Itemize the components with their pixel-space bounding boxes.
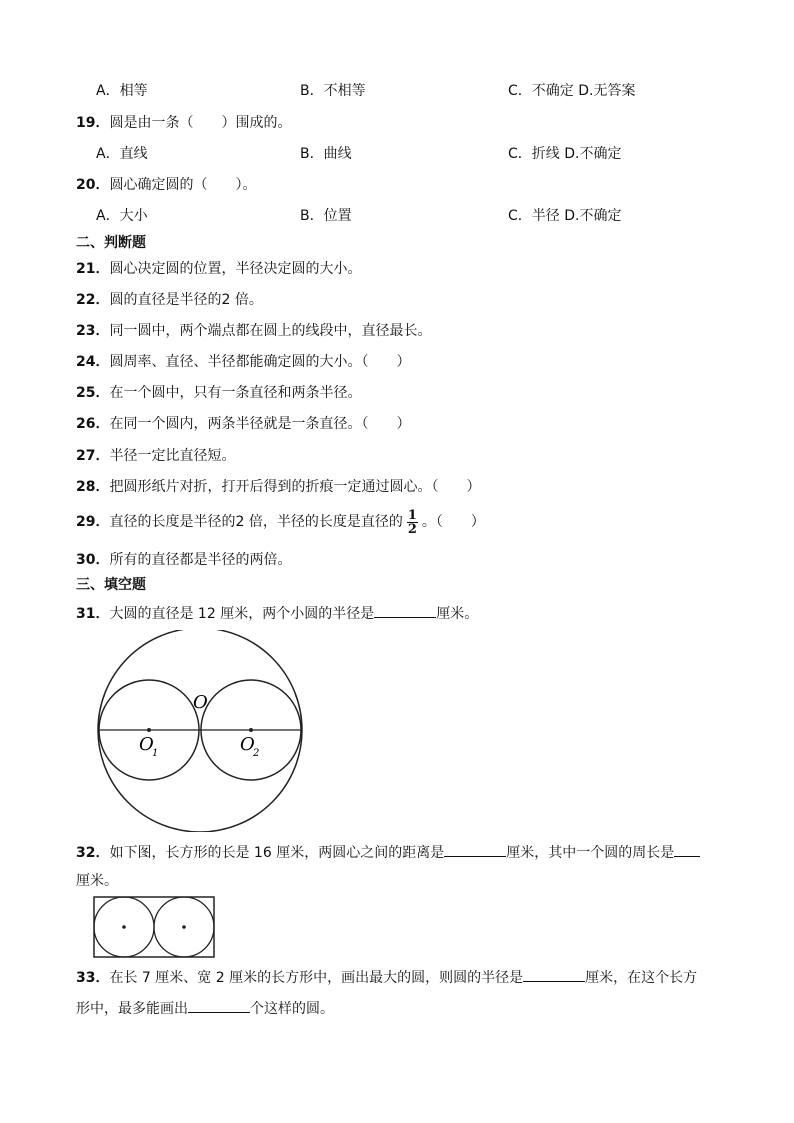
question-33 <box>76 966 697 988</box>
question-text: 直径的长度是半径的2 倍，半径的长度是直径的 <box>109 514 403 530</box>
question-text: 在一个圆中，只有一条直径和两条半径。 <box>109 385 362 401</box>
question-number: 27． <box>76 448 110 464</box>
q19-option-b: B．曲线 <box>300 146 352 162</box>
question-text: 在长 7 厘米、宽 2 厘米的长方形中，画出最大的圆，则圆的半径是 <box>109 970 524 986</box>
question-text: 形中，最多能画出 <box>76 1001 188 1017</box>
fraction-numerator: 1 <box>407 507 417 523</box>
section-heading-judge: 二、判断题 <box>76 235 146 251</box>
answer-blank-distance[interactable] <box>444 841 506 857</box>
question-number: 23． <box>76 323 110 339</box>
answer-blank-circumference[interactable] <box>674 841 700 857</box>
question-stem: 圆是由一条（ ）围成的。 <box>109 115 292 131</box>
question-number: 20． <box>76 177 110 193</box>
question-text: 如下图，长方形的长是 16 厘米，两圆心之间的距离是 <box>109 845 445 861</box>
question-text-tail: 。（ ） <box>421 514 485 530</box>
label-o1-subscript: 1 <box>152 748 159 759</box>
question-text-middle: 厘米，其中一个圆的周长是 <box>506 845 675 861</box>
center-dot-o2 <box>249 728 253 732</box>
section-heading-fill: 三、填空题 <box>76 577 146 593</box>
question-19 <box>76 113 291 133</box>
label-o: O <box>193 692 208 713</box>
answer-blank[interactable] <box>374 602 436 618</box>
question-text: 大圆的直径是 12 厘米，两个小圆的半径是 <box>109 606 375 622</box>
label-o2: O <box>240 734 255 755</box>
q19-option-a: A．直线 <box>96 146 148 162</box>
question-20 <box>76 175 256 195</box>
question-text-tail: 厘米。 <box>436 606 479 622</box>
question-text: 在同一个圆内，两条半径就是一条直径。（ ） <box>109 416 411 432</box>
question-33-continued <box>76 997 334 1019</box>
answer-blank-radius[interactable] <box>523 966 585 982</box>
question-text: 圆的直径是半径的2 倍。 <box>109 292 263 308</box>
label-o2-subscript: 2 <box>253 748 260 759</box>
center-dot-right <box>182 925 186 929</box>
question-number: 31． <box>76 606 110 622</box>
large-circle <box>98 630 302 832</box>
label-o1: O <box>139 734 154 755</box>
question-text-tail: 个这样的圆。 <box>250 1001 334 1017</box>
question-25 <box>76 383 361 403</box>
question-number: 30． <box>76 552 110 568</box>
question-number: 32． <box>76 845 110 861</box>
q20-option-c: C．半径 D.不确定 <box>508 208 622 224</box>
question-31 <box>76 602 478 624</box>
question-32-continued: 厘米。 <box>76 873 118 889</box>
question-number: 26． <box>76 416 110 432</box>
q18-option-a: A．相等 <box>96 83 148 99</box>
q19-option-c: C．折线 D.不确定 <box>508 146 622 162</box>
q32-rectangle-figure <box>93 896 217 958</box>
fraction-one-half <box>407 509 418 536</box>
question-text-middle: 厘米，在这个长方 <box>585 970 698 986</box>
question-number: 25． <box>76 385 110 401</box>
question-stem: 圆心确定圆的（ ）。 <box>109 177 257 193</box>
question-number: 19． <box>76 115 110 131</box>
question-number: 28． <box>76 479 110 495</box>
q18-option-c: C．不确定 D.无答案 <box>508 83 636 99</box>
question-24 <box>76 352 410 372</box>
question-text: 所有的直径都是半径的两倍。 <box>109 552 292 568</box>
question-text: 半径一定比直径短。 <box>109 448 236 464</box>
question-number: 24． <box>76 354 110 370</box>
question-30 <box>76 550 291 570</box>
question-text: 同一圆中，两个端点都在圆上的线段中，直径最长。 <box>109 323 432 339</box>
question-number: 21． <box>76 261 110 277</box>
question-number: 33． <box>76 970 110 986</box>
question-text: 把圆形纸片对折，打开后得到的折痕一定通过圆心。（ ） <box>109 479 481 495</box>
question-29 <box>76 505 485 539</box>
question-26 <box>76 414 410 434</box>
question-number: 29． <box>76 514 110 530</box>
q20-option-b: B．位置 <box>300 208 352 224</box>
q20-option-a: A．大小 <box>96 208 148 224</box>
center-dot-left <box>122 925 126 929</box>
question-number: 22． <box>76 292 110 308</box>
question-text: 圆心决定圆的位置，半径决定圆的大小。 <box>109 261 362 277</box>
q18-option-b: B．不相等 <box>300 83 366 99</box>
question-28 <box>76 477 480 497</box>
fraction-denominator: 2 <box>407 521 417 537</box>
question-32 <box>76 841 700 863</box>
answer-blank-count[interactable] <box>188 997 250 1013</box>
center-dot-o1 <box>147 728 151 732</box>
question-text: 圆周率、直径、半径都能确定圆的大小。（ ） <box>109 354 411 370</box>
question-21 <box>76 259 361 279</box>
question-27 <box>76 446 235 466</box>
question-23 <box>76 321 431 341</box>
q31-circle-figure <box>96 630 310 832</box>
question-22 <box>76 290 263 310</box>
